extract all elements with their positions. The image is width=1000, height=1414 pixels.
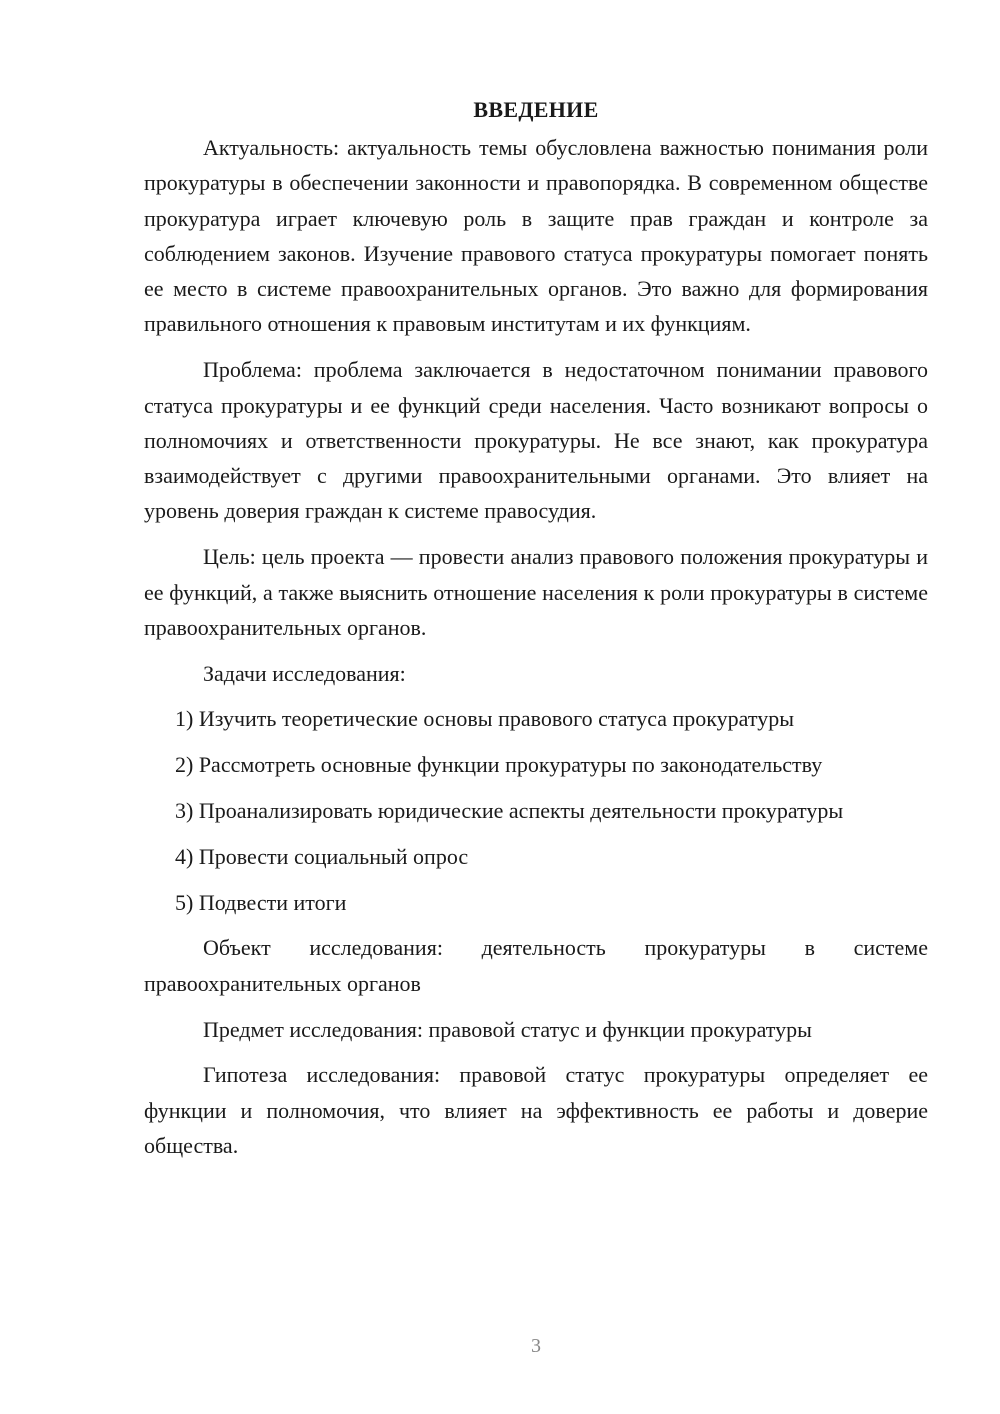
paragraph-relevance: Актуальность: актуальность темы обусловлена важностью понимания роли прокуратуры в обеспечении законности и правопорядка. В современном обществе прокуратура играет ключевую роль в защите прав граждан и контроле за соблюдением законов. Изучение правового статуса прокуратуры помогает понять ее место в системе правоохранительных органов. Это важно для формирования правильного отношения к правовым институтам и их функциям. — [144, 135, 928, 337]
task-item-4: 4) Провести социальный опрос — [175, 843, 469, 869]
paragraph-hypothesis: Гипотеза исследования: правовой статус прокуратуры определяет ее функции и полномочия, что влияет на эффективность ее работы и доверие общества. — [144, 1062, 928, 1158]
paragraph-object: Объект исследования: деятельность прокуратуры в системе правоохранительных органов — [144, 935, 928, 996]
task-item-1: 1) Изучить теоретические основы правового статуса прокуратуры — [175, 706, 794, 732]
section-title: ВВЕДЕНИЕ — [473, 97, 599, 122]
task-item-5: 5) Подвести итоги — [175, 889, 347, 915]
paragraph-goal: Цель: цель проекта — провести анализ правового положения прокуратуры и ее функций, а также выяснить отношение населения к роли прокуратуры в системе правоохранительных органов. — [144, 544, 928, 640]
paragraph-tasks-heading: Задачи исследования: — [203, 660, 406, 686]
task-item-3: 3) Проанализировать юридические аспекты деятельности прокуратуры — [175, 798, 844, 824]
paragraph-subject: Предмет исследования: правовой статус и функции прокуратуры — [203, 1016, 812, 1042]
paragraph-problem: Проблема: проблема заключается в недостаточном понимании правового статуса прокуратуры и ее функций среди населения. Часто возникают вопросы о полномочиях и ответственности прокуратуры. Не все знают, как прокуратура взаимодействует с другими правоохранительными органами. Это влияет на уровень доверия граждан к системе правосудия. — [144, 357, 928, 524]
task-item-2: 2) Рассмотреть основные функции прокуратуры по законодательству — [175, 752, 823, 778]
document-page — [144, 92, 928, 1174]
page-number: 3 — [531, 1335, 541, 1357]
